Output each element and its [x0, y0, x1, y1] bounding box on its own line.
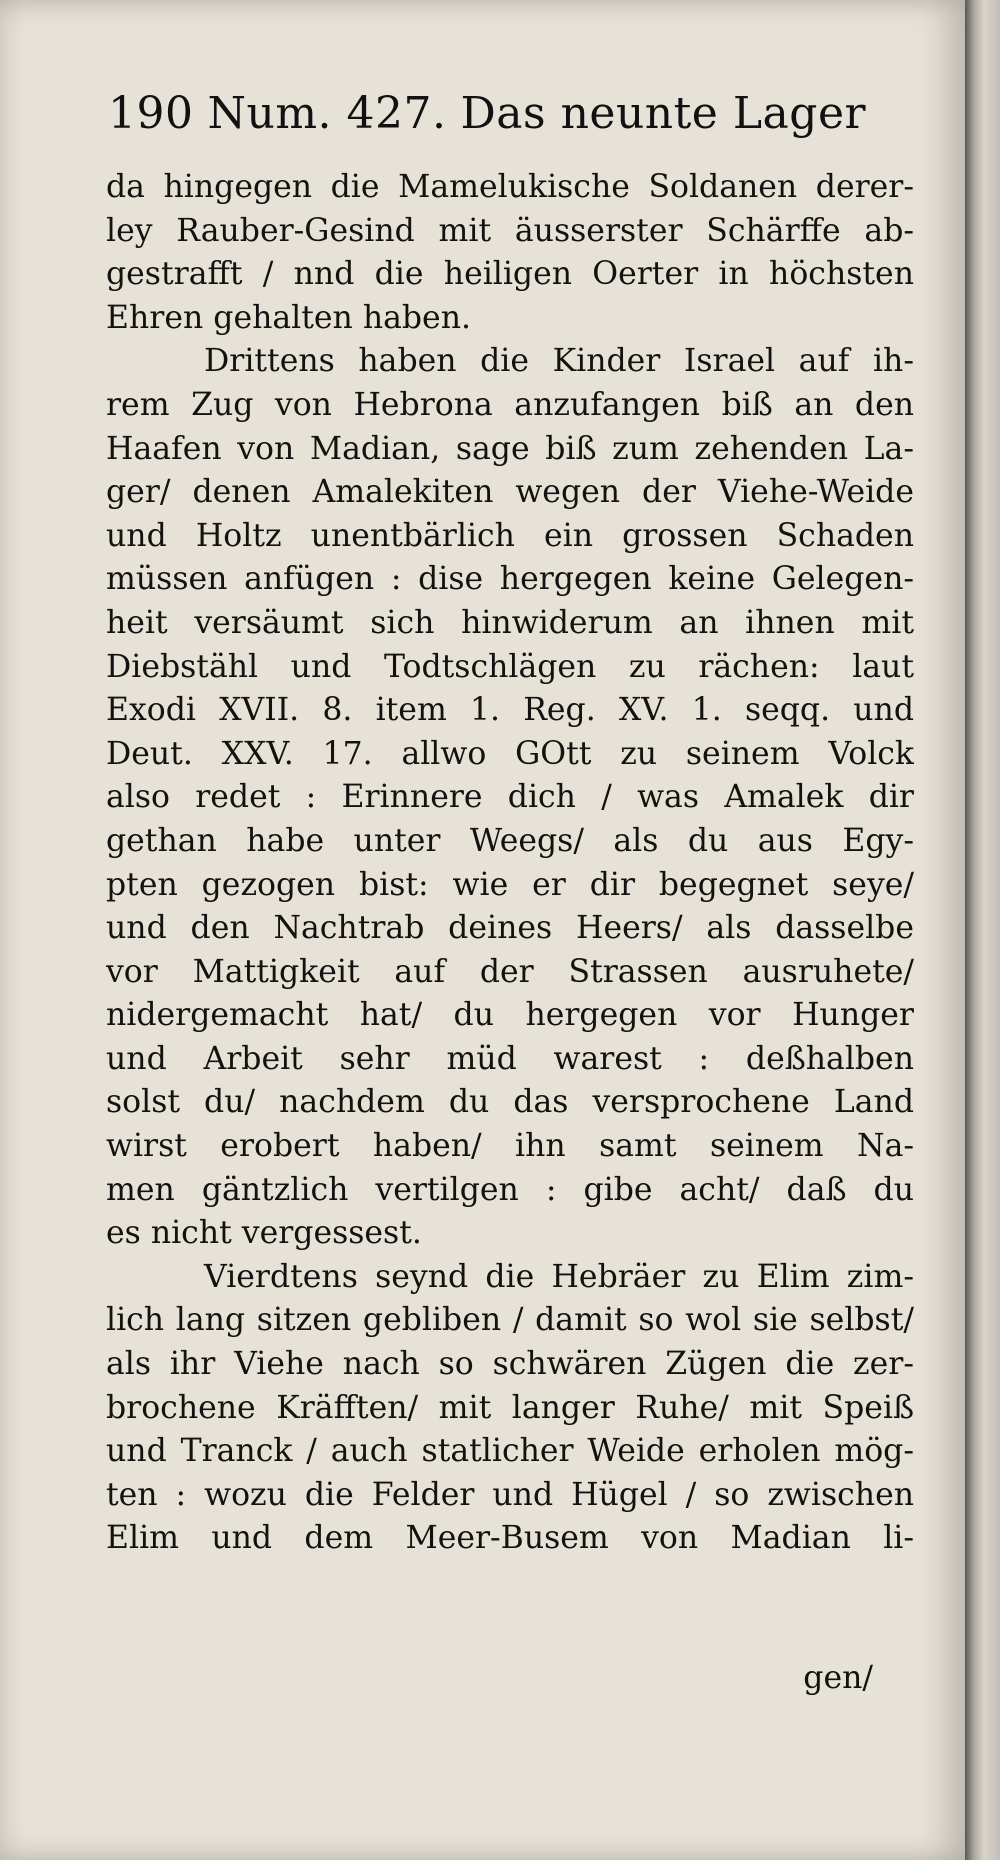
next-page-edge	[965, 0, 1000, 1860]
text-line-28: als ihr Viehe nach so schwären Zügen die zer-	[106, 1346, 914, 1383]
text-line-29: brochene Kräfften/ mit langer Ruhe/ mit Speiß	[106, 1389, 914, 1426]
text-line-32: Elim und dem Meer-Busem von Madian li-	[106, 1520, 914, 1557]
text-line-14: Deut. XXV. 17. allwo GOtt zu seinem Volck	[106, 735, 914, 772]
text-line-10: müssen anfügen : dise hergegen keine Gelegen-	[106, 561, 914, 598]
text-line-2: ley Rauber-Gesind mit äusserster Schärffe ab-	[106, 212, 914, 249]
page-title: Das neunte Lager	[460, 88, 867, 139]
catchword: gen/	[803, 1660, 873, 1696]
text-line-4: Ehren gehalten haben.	[106, 299, 472, 336]
text-line-11: heit versäumt sich hinwiderum an ihnen mit	[106, 604, 914, 641]
page-number: 190	[108, 88, 194, 139]
text-line-27: lich lang sitzen gebliben / damit so wol sie selbst/	[106, 1302, 914, 1339]
text-line-26: Vierdtens seynd die Hebräer zu Elim zim-	[204, 1258, 914, 1295]
text-line-24: men gäntzlich vertilgen : gibe acht/ daß du	[106, 1171, 914, 1208]
text-line-18: und den Nachtrab deines Heers/ als dasselbe	[106, 910, 914, 947]
text-line-23: wirst erobert haben/ ihn samt seinem Na-	[106, 1128, 914, 1165]
text-line-19: vor Mattigkeit auf der Strassen ausruhete/	[106, 953, 914, 990]
text-line-5: Drittens haben die Kinder Israel auf ih-	[204, 343, 914, 380]
text-line-13: Exodi XVII. 8. item 1. Reg. XV. 1. seqq. und	[106, 692, 914, 729]
text-line-16: gethan habe unter Weegs/ als du aus Egy-	[106, 822, 914, 859]
text-line-17: pten gezogen bist: wie er dir begegnet seye/	[106, 866, 914, 903]
text-line-15: also redet : Erinnere dich / was Amalek dir	[106, 779, 914, 816]
text-block	[106, 166, 914, 1561]
text-line-30: und Tranck / auch statlicher Weide erholen mög-	[106, 1433, 914, 1470]
text-line-20: nidergemacht hat/ du hergegen vor Hunger	[106, 997, 914, 1034]
text-line-31: ten : wozu die Felder und Hügel / so zwischen	[106, 1476, 914, 1513]
num-label: Num. 427.	[207, 88, 447, 139]
text-line-1: da hingegen die Mamelukische Soldanen derer-	[106, 169, 914, 205]
text-line-22: solst du/ nachdem du das versprochene Land	[106, 1084, 914, 1121]
text-line-21: und Arbeit sehr müd warest : deßhalben	[106, 1040, 914, 1077]
text-line-8: ger/ denen Amalekiten wegen der Viehe-Weide	[106, 474, 914, 511]
text-line-6: rem Zug von Hebrona anzufangen biß an den	[106, 386, 914, 423]
text-line-3: gestrafft / nnd die heiligen Oerter in höchsten	[106, 256, 914, 293]
running-head	[108, 88, 880, 139]
text-line-9: und Holtz unentbärlich ein grossen Schaden	[106, 517, 914, 554]
text-line-25: es nicht vergessest.	[106, 1215, 422, 1252]
text-line-7: Haafen von Madian, sage biß zum zehenden La-	[106, 430, 914, 467]
text-line-12: Diebstähl und Todtschlägen zu rächen: laut	[106, 648, 914, 685]
